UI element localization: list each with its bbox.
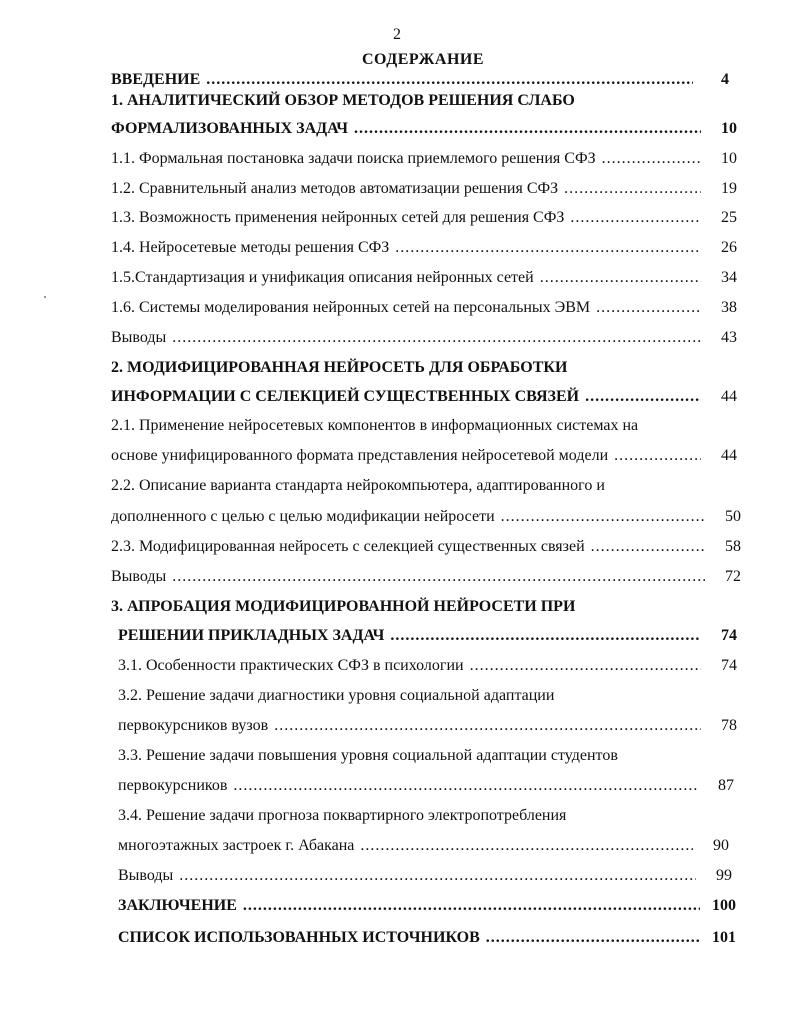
toc-chapter-1[interactable] xyxy=(111,117,737,141)
dot-leader xyxy=(470,654,701,678)
toc-page-number: 74 xyxy=(721,627,737,644)
dot-leader xyxy=(486,926,700,950)
toc-entry-text: 3.1. Особенности практических СФЗ в психологии xyxy=(118,657,464,674)
toc-entry-text: 3.2. Решение задачи диагностики уровня социальной адаптации xyxy=(118,687,555,704)
dot-leader xyxy=(233,774,698,798)
toc-page-number: 90 xyxy=(713,837,729,854)
toc-section-3-3-heading[interactable] xyxy=(118,744,618,768)
toc-section-3-4-heading[interactable] xyxy=(118,804,566,828)
toc-page-number: 26 xyxy=(721,239,737,256)
toc-section-1-2[interactable] xyxy=(111,177,737,201)
toc-entry-text: первокурсников вузов xyxy=(118,717,269,734)
toc-section-1-3[interactable] xyxy=(111,206,737,230)
toc-entry-text: 2. МОДИФИЦИРОВАННАЯ НЕЙРОСЕТЬ ДЛЯ ОБРАБОТКИ xyxy=(111,359,568,376)
toc-entry-text: 3.4. Решение задачи прогноза поквартирного электропотребления xyxy=(118,807,567,824)
toc-conclusions-1[interactable] xyxy=(111,326,737,350)
toc-entry-text: 1.6. Системы моделирования нейронных сетей на персональных ЭВМ xyxy=(111,299,591,316)
toc-page-number: 87 xyxy=(718,777,734,794)
toc-entry-text: основе унифицированного формата представления нейросетевой модели xyxy=(111,447,609,464)
toc-page-number: 74 xyxy=(721,657,737,674)
toc-section-3-3[interactable] xyxy=(118,774,734,798)
toc-entry-text: 1.1. Формальная постановка задачи поиска приемлемого решения СФЗ xyxy=(111,150,596,167)
dot-leader xyxy=(564,177,701,201)
dot-leader xyxy=(172,565,705,589)
toc-section-2-1[interactable] xyxy=(111,444,737,468)
dot-leader xyxy=(540,266,701,290)
toc-conclusions-3[interactable] xyxy=(118,864,732,888)
toc-page-number: 99 xyxy=(716,867,732,884)
toc-chapter-2-heading[interactable] xyxy=(111,356,567,380)
toc-section-2-2[interactable] xyxy=(111,505,741,529)
toc-chapter-1-heading[interactable] xyxy=(111,89,575,113)
toc-section-1-1[interactable] xyxy=(111,147,737,171)
toc-page-number: 50 xyxy=(725,508,741,525)
toc-entry-text: 1.5.Стандартизация и унификация описания нейронных сетей xyxy=(111,269,534,286)
toc-section-1-4[interactable] xyxy=(111,236,737,260)
dot-leader xyxy=(354,117,701,141)
dot-leader xyxy=(360,834,693,858)
scan-speck xyxy=(44,296,46,298)
toc-page-number: 78 xyxy=(721,717,737,734)
toc-conclusions-2[interactable] xyxy=(111,565,741,589)
toc-entry-text: 1.2. Сравнительный анализ методов автоматизации решения СФЗ xyxy=(111,180,559,197)
toc-entry-text: ФОРМАЛИЗОВАННЫХ ЗАДАЧ xyxy=(111,120,349,137)
toc-entry-text: 3. АПРОБАЦИЯ МОДИФИЦИРОВАННОЙ НЕЙРОСЕТИ ПРИ xyxy=(111,598,576,615)
toc-entry-text: 1. АНАЛИТИЧЕСКИЙ ОБЗОР МЕТОДОВ РЕШЕНИЯ СЛАБО xyxy=(111,92,575,109)
toc-page-number: 19 xyxy=(721,180,737,197)
toc-chapter-2[interactable] xyxy=(111,385,737,409)
toc-references[interactable] xyxy=(118,926,736,950)
dot-leader xyxy=(501,505,705,529)
toc-page-number: 43 xyxy=(721,329,737,346)
toc-entry-text: 2.2. Описание варианта стандарта нейрокомпьютера, адаптированного и xyxy=(111,477,605,494)
toc-page-number: 44 xyxy=(721,388,737,405)
toc-conclusion[interactable] xyxy=(118,894,736,918)
toc-entry-text: ИНФОРМАЦИИ С СЕЛЕКЦИЕЙ СУЩЕСТВЕННЫХ СВЯЗЕЙ xyxy=(111,388,580,405)
toc-section-2-2-heading[interactable] xyxy=(111,474,605,498)
toc-entry-text: 1.4. Нейросетевые методы решения СФЗ xyxy=(111,239,390,256)
toc-entry-text: 1.3. Возможность применения нейронных сетей для решения СФЗ xyxy=(111,209,565,226)
toc-entry-text: 2.3. Модифицированная нейросеть с селекцией существенных связей xyxy=(111,538,585,555)
dot-leader xyxy=(602,147,701,171)
toc-section-1-6[interactable] xyxy=(111,296,737,320)
dot-leader xyxy=(591,535,705,559)
toc-page-number: 38 xyxy=(721,299,737,316)
toc-page-number: 10 xyxy=(721,120,737,137)
toc-entry-text: СПИСОК ИСПОЛЬЗОВАННЫХ ИСТОЧНИКОВ xyxy=(118,929,480,946)
toc-section-3-4[interactable] xyxy=(118,834,729,858)
toc-chapter-3-heading[interactable] xyxy=(111,595,575,619)
toc-entry-text: 2.1. Применение нейросетевых компонентов в информационных системах на xyxy=(111,417,639,434)
dot-leader xyxy=(172,326,701,350)
toc-page-number: 100 xyxy=(712,897,736,914)
toc-entry-text: Выводы xyxy=(118,867,174,884)
toc-section-2-3[interactable] xyxy=(111,535,741,559)
dot-leader xyxy=(614,444,701,468)
toc-section-3-2[interactable] xyxy=(118,714,737,738)
toc-entry-text: 3.3. Решение задачи повышения уровня социальной адаптации студентов xyxy=(118,747,618,764)
dot-leader xyxy=(243,894,700,918)
toc-entry-text: ЗАКЛЮЧЕНИЕ xyxy=(118,897,237,914)
dot-leader xyxy=(395,236,701,260)
toc-entry-text: Выводы xyxy=(111,568,167,585)
dot-leader xyxy=(585,385,701,409)
toc-section-3-2-heading[interactable] xyxy=(118,684,554,708)
toc-page-number: 25 xyxy=(721,209,737,226)
toc-page-number: 58 xyxy=(725,538,741,555)
toc-page-number: 101 xyxy=(712,929,736,946)
dot-leader xyxy=(570,206,701,230)
toc-entry-text: РЕШЕНИИ ПРИКЛАДНЫХ ЗАДАЧ xyxy=(118,627,385,644)
toc-page-number: 72 xyxy=(725,568,741,585)
toc-section-2-1-heading[interactable] xyxy=(111,414,638,438)
toc-page-number: 10 xyxy=(721,150,737,167)
page-number: 2 xyxy=(393,26,401,43)
toc-chapter-3[interactable] xyxy=(118,624,737,648)
dot-leader xyxy=(274,714,701,738)
toc-entry-text: первокурсников xyxy=(118,777,228,794)
toc-page-number: 34 xyxy=(721,269,737,286)
toc-page-number: 44 xyxy=(721,447,737,464)
toc-entry-text: ВВЕДЕНИЕ xyxy=(111,71,201,88)
dot-leader xyxy=(390,624,701,648)
page-title: СОДЕРЖАНИЕ xyxy=(361,51,485,68)
dot-leader xyxy=(179,864,696,888)
toc-entry-text: многоэтажных застроек г. Абакана xyxy=(118,837,355,854)
dot-leader xyxy=(596,296,701,320)
toc-section-3-1[interactable] xyxy=(118,654,737,678)
toc-section-1-5[interactable] xyxy=(111,266,737,290)
toc-page-number: 4 xyxy=(721,71,729,88)
toc-entry-text: дополненного с целью с целью модификации нейросети xyxy=(111,508,495,525)
toc-entry-text: Выводы xyxy=(111,329,167,346)
